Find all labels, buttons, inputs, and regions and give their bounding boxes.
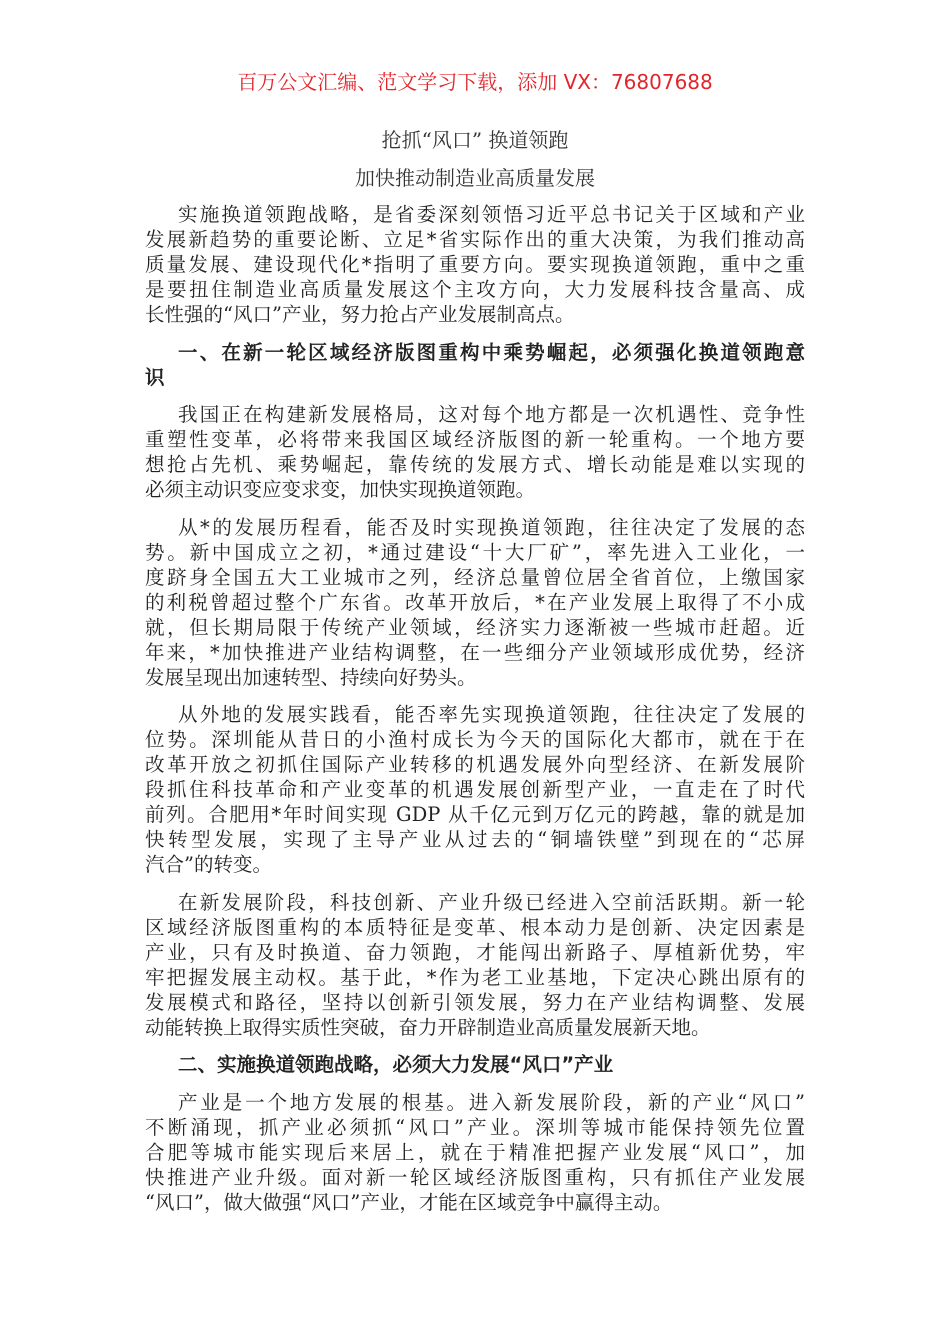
text-line: 识 — [145, 365, 165, 389]
section-heading — [145, 340, 805, 390]
text-line: 发展呈现出加速转型、持续向好势头。 — [145, 665, 477, 689]
text-line: 想抢占先机、乘势崛起，靠传统的发展方式、增长动能是难以实现的 — [145, 453, 805, 476]
text-line: 快推进产业升级。面对新一轮区域经济版图重构，只有抓住产业发展 — [145, 1165, 805, 1189]
text-line: 牢把握发展主动权。基于此，*作为老工业基地，下定决心跳出原有的 — [145, 965, 805, 989]
text-line: 动能转换上取得实质性突破，奋力开辟制造业高质量发展新天地。 — [145, 1015, 711, 1039]
text-line: 是要扭住制造业高质量发展这个主攻方向，大力发展科技含量高、成 — [145, 278, 805, 301]
text-line: 位势。深圳能从昔日的小渔村成长为今天的国际化大都市，就在于在 — [145, 728, 805, 751]
text-line: 在新发展阶段，科技创新、产业升级已经进入空前活跃期。新一轮 — [178, 890, 805, 914]
document-title: 抢抓“风口” 换道领跑 — [381, 128, 569, 152]
paragraph — [145, 202, 805, 327]
document-subtitle: 加快推动制造业高质量发展 — [355, 166, 595, 190]
text-line: 区域经济版图重构的本质特征是变革、根本动力是创新、决定因素是 — [145, 915, 805, 939]
watermark-banner: 百万公文汇编、范文学习下载，添加 VX：76807688 — [237, 70, 713, 94]
paragraph — [145, 1090, 805, 1215]
text-line: 质量发展、建设现代化*指明了重要方向。要实现换道领跑，重中之重 — [145, 253, 805, 276]
text-line: 发展新趋势的重要论断、立足*省实际作出的重大决策，为我们推动高 — [145, 228, 805, 251]
paragraph — [145, 890, 805, 1040]
document-body — [145, 202, 805, 1227]
text-line: 从外地的发展实践看，能否率先实现换道领跑，往往决定了发展的 — [178, 703, 805, 726]
text-line: 汽合”的转变。 — [145, 853, 272, 876]
text-line: 我国正在构建新发展格局，这对每个地方都是一次机遇性、竞争性 — [178, 403, 805, 426]
text-line: 快转型发展，实现了主导产业从过去的“铜墙铁壁”到现在的“芯屏 — [145, 828, 805, 851]
text-line: 不断涌现，抓产业必须抓“风口”产业。深圳等城市能保持领先位置 — [145, 1115, 805, 1139]
text-line: 段抓住科技革命和产业变革的机遇发展创新型产业，一直走在了时代 — [145, 778, 805, 801]
text-line: 从*的发展历程看，能否及时实现换道领跑，往往决定了发展的态 — [178, 515, 805, 539]
text-line: 长性强的“风口”产业，努力抢占产业发展制高点。 — [145, 303, 575, 326]
paragraph — [145, 515, 805, 690]
paragraph — [145, 702, 805, 877]
section-heading — [145, 1052, 805, 1077]
text-line: 实施换道领跑战略，是省委深刻领悟习近平总书记关于区域和产业 — [178, 203, 805, 226]
text-line: 产业是一个地方发展的根基。进入新发展阶段，新的产业“风口” — [178, 1090, 805, 1114]
text-line: 产业，只有及时换道、奋力领跑，才能闯出新路子、厚植新优势，牢 — [145, 940, 805, 964]
text-line: 二、实施换道领跑战略，必须大力发展“风口”产业 — [178, 1053, 614, 1076]
text-line: “风口”，做大做强“风口”产业，才能在区域竞争中赢得主动。 — [145, 1190, 673, 1214]
text-line: 重塑性变革，必将带来我国区域经济版图的新一轮重构。一个地方要 — [145, 428, 805, 451]
text-line: 势。新中国成立之初，*通过建设“十大厂矿”，率先进入工业化，一 — [145, 540, 805, 564]
paragraph — [145, 402, 805, 502]
text-line: 发展模式和路径，坚持以创新引领发展，努力在产业结构调整、发展 — [145, 990, 805, 1014]
text-line: 合肥等城市能实现后来居上，就在于精准把握产业发展“风口”，加 — [145, 1140, 805, 1164]
text-line: 一、在新一轮区域经济版图重构中乘势崛起，必须强化换道领跑意 — [178, 340, 805, 364]
text-line: 年来，*加快推进产业结构调整，在一些细分产业领域形成优势，经济 — [145, 640, 805, 664]
text-line: 前列。合肥用*年时间实现 GDP 从千亿元到万亿元的跨越，靠的就是加 — [145, 803, 805, 826]
text-line: 改革开放之初抓住国际产业转移的机遇发展外向型经济、在新发展阶 — [145, 753, 805, 776]
text-line: 必须主动识变应变求变，加快实现换道领跑。 — [145, 478, 536, 501]
text-line: 的利税曾超过整个广东省。改革开放后，*在产业发展上取得了不小成 — [145, 590, 805, 614]
text-line: 度跻身全国五大工业城市之列，经济总量曾位居全省首位，上缴国家 — [145, 565, 805, 589]
text-line: 就，但长期局限于传统产业领域，经济实力逐渐被一些城市赶超。近 — [145, 615, 805, 639]
